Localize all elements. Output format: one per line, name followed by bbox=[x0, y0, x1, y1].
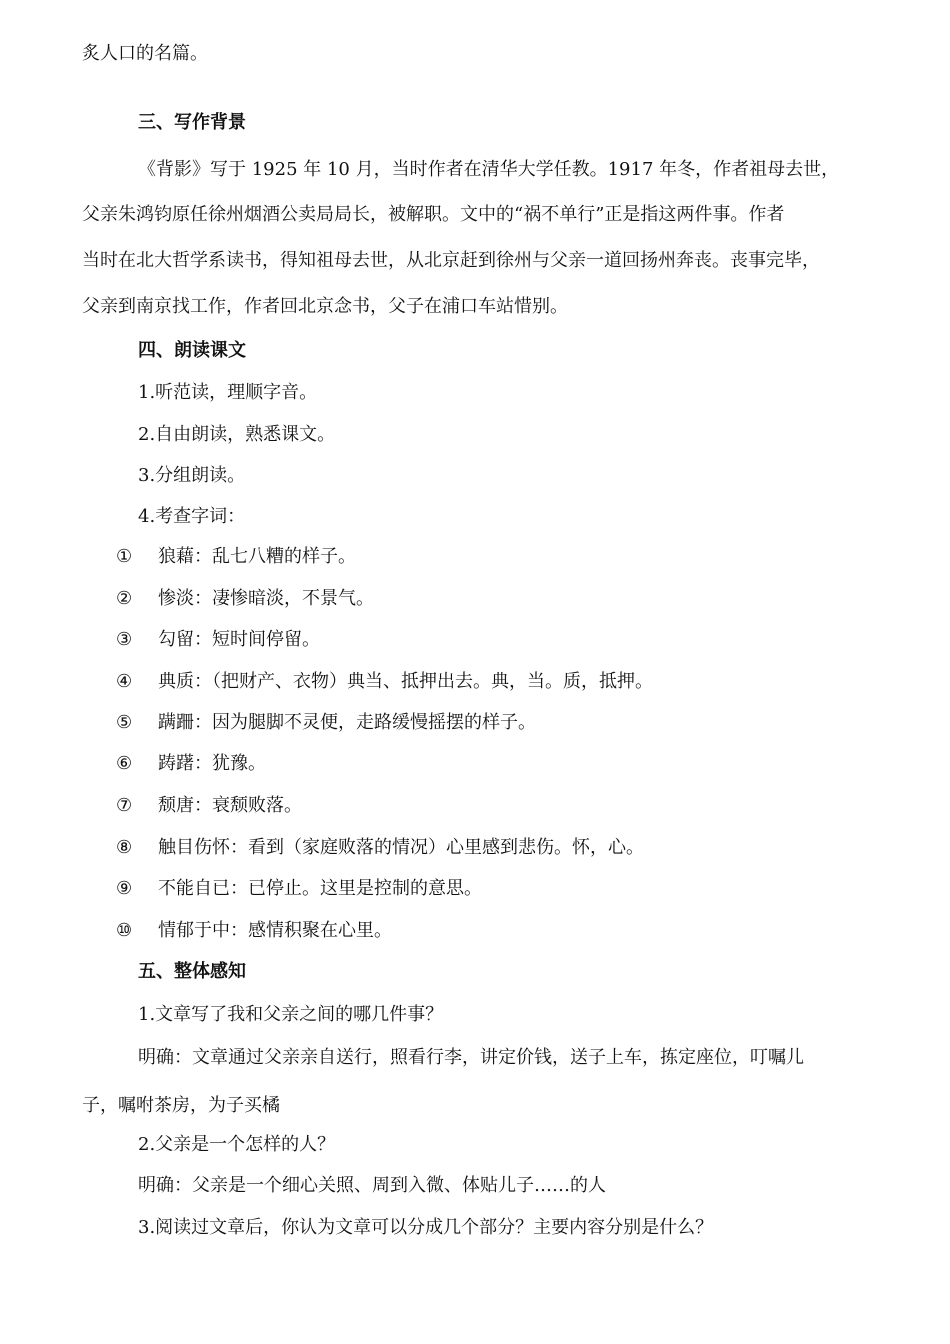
vocab-number: ⑤ bbox=[116, 712, 133, 733]
list-item: 3.分组朗读。 bbox=[138, 465, 246, 486]
vocab-number: ⑧ bbox=[116, 837, 133, 858]
continued-text: 炙人口的名篇。 bbox=[82, 43, 208, 64]
vocab-entry: 踌躇：犹豫。 bbox=[158, 753, 266, 774]
vocab-number: ① bbox=[116, 546, 133, 567]
vocab-entry: 颓唐：衰颓败落。 bbox=[158, 795, 302, 816]
answer-1-line-1: 明确：文章通过父亲亲自送行，照看行李，讲定价钱，送子上车，拣定座位，叮嘱儿 bbox=[138, 1047, 804, 1068]
paragraph-line-4: 父亲到南京找工作，作者回北京念书，父子在浦口车站惜别。 bbox=[82, 296, 568, 317]
section-heading-overview: 五、整体感知 bbox=[138, 961, 246, 982]
vocab-number: ⑨ bbox=[116, 878, 133, 899]
answer-1-line-2: 子，嘱咐茶房，为子买橘 bbox=[82, 1095, 280, 1116]
question-2: 2.父亲是一个怎样的人？ bbox=[138, 1134, 336, 1155]
vocab-entry: 狼藉：乱七八糟的样子。 bbox=[158, 546, 356, 567]
question-1: 1.文章写了我和父亲之间的哪几件事？ bbox=[138, 1004, 444, 1025]
vocab-entry: 不能自已：已停止。这里是控制的意思。 bbox=[158, 878, 482, 899]
paragraph-line-2: 父亲朱鸿钧原任徐州烟酒公卖局局长，被解职。文中的“祸不单行”正是指这两件事。作者 bbox=[82, 204, 785, 225]
vocab-number: ⑩ bbox=[116, 920, 133, 941]
vocab-entry: 蹒跚：因为腿脚不灵便，走路缓慢摇摆的样子。 bbox=[158, 712, 536, 733]
section-heading-reading: 四、朗读课文 bbox=[138, 340, 246, 361]
list-item: 1.听范读，理顺字音。 bbox=[138, 382, 318, 403]
list-item: 2.自由朗读，熟悉课文。 bbox=[138, 424, 336, 445]
question-3: 3.阅读过文章后，你认为文章可以分成几个部分？主要内容分别是什么？ bbox=[138, 1217, 714, 1238]
vocab-entry: 触目伤怀：看到（家庭败落的情况）心里感到悲伤。怀，心。 bbox=[158, 837, 644, 858]
paragraph-line-1: 《背影》写于 1925 年 10 月，当时作者在清华大学任教。1917 年冬，作者祖母去世， bbox=[138, 159, 840, 180]
vocab-entry: 勾留：短时间停留。 bbox=[158, 629, 320, 650]
answer-2: 明确：父亲是一个细心关照、周到入微、体贴儿子……的人 bbox=[138, 1175, 606, 1196]
vocab-number: ③ bbox=[116, 629, 133, 650]
list-item: 4.考查字词： bbox=[138, 506, 246, 527]
vocab-number: ⑥ bbox=[116, 753, 133, 774]
vocab-entry: 情郁于中：感情积聚在心里。 bbox=[158, 920, 392, 941]
vocab-number: ④ bbox=[116, 671, 133, 692]
vocab-number: ② bbox=[116, 588, 133, 609]
paragraph-line-3: 当时在北大哲学系读书，得知祖母去世，从北京赶到徐州与父亲一道回扬州奔丧。丧事完毕， bbox=[82, 250, 820, 271]
vocab-number: ⑦ bbox=[116, 795, 133, 816]
vocab-entry: 惨淡：凄惨暗淡，不景气。 bbox=[158, 588, 374, 609]
section-heading-background: 三、写作背景 bbox=[138, 112, 246, 133]
vocab-entry: 典质：（把财产、衣物）典当、抵押出去。典，当。质，抵押。 bbox=[158, 671, 653, 692]
